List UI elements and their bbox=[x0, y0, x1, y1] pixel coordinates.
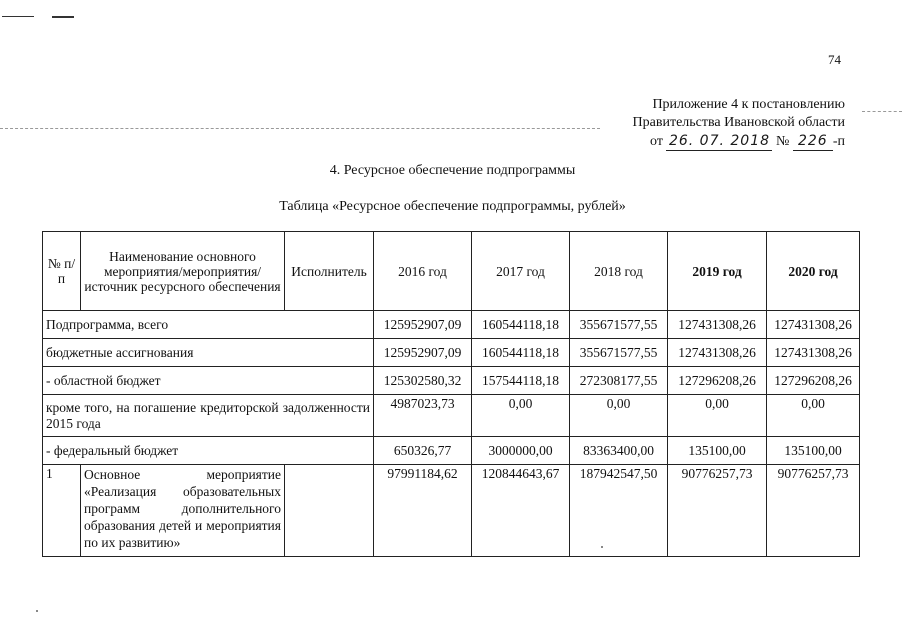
from-label: от bbox=[650, 134, 663, 149]
cell-2019: 127431308,26 bbox=[668, 311, 767, 339]
cell-2018: 0,00 bbox=[570, 395, 668, 437]
header-2020: 2020 год bbox=[767, 232, 860, 311]
cell-2018: 187942547,50 bbox=[570, 465, 668, 557]
row-label: Подпрограмма, всего bbox=[43, 311, 374, 339]
activity-row bbox=[43, 465, 860, 557]
header-name: Наименование основного мероприятия/мероприятия/ источник ресурсного обеспечения bbox=[81, 232, 285, 311]
header-executor: Исполнитель bbox=[285, 232, 374, 311]
cell-2020: 127296208,26 bbox=[767, 367, 860, 395]
cell-2019: 135100,00 bbox=[668, 437, 767, 465]
number-label: № bbox=[775, 134, 790, 149]
decree-number: 226 bbox=[793, 132, 833, 151]
cell-2018: 83363400,00 bbox=[570, 437, 668, 465]
cell-2017: 160544118,18 bbox=[472, 311, 570, 339]
resource-table bbox=[42, 231, 860, 557]
cell-2020: 0,00 bbox=[767, 395, 860, 437]
cell-2017: 0,00 bbox=[472, 395, 570, 437]
header-2017: 2017 год bbox=[472, 232, 570, 311]
cell-2017: 3000000,00 bbox=[472, 437, 570, 465]
appendix-line3 bbox=[633, 132, 845, 151]
scan-dash-line bbox=[862, 111, 902, 112]
table-row bbox=[43, 339, 860, 367]
row-label: кроме того, на погашение кредиторской задолженности 2015 года bbox=[43, 395, 374, 437]
cell-2020: 90776257,73 bbox=[767, 465, 860, 557]
activity-executor bbox=[285, 465, 374, 557]
table-row bbox=[43, 367, 860, 395]
cell-2018: 355671577,55 bbox=[570, 311, 668, 339]
cell-2017: 157544118,18 bbox=[472, 367, 570, 395]
appendix-block bbox=[633, 96, 845, 151]
cell-2019: 90776257,73 bbox=[668, 465, 767, 557]
cell-2020: 127431308,26 bbox=[767, 311, 860, 339]
cell-2019: 127296208,26 bbox=[668, 367, 767, 395]
cell-2016: 125952907,09 bbox=[374, 311, 472, 339]
header-2018: 2018 год bbox=[570, 232, 668, 311]
table-row bbox=[43, 311, 860, 339]
cell-2020: 135100,00 bbox=[767, 437, 860, 465]
header-row bbox=[43, 232, 860, 311]
table-title: Таблица «Ресурсное обеспечение подпрограммы, рублей» bbox=[279, 199, 626, 214]
activity-num: 1 bbox=[43, 465, 81, 557]
cell-2016: 125952907,09 bbox=[374, 339, 472, 367]
header-2019: 2019 год bbox=[668, 232, 767, 311]
section-title: 4. Ресурсное обеспечение подпрограммы bbox=[329, 163, 576, 178]
header-num: № п/п bbox=[43, 232, 81, 311]
decree-date: 26. 07. 2018 bbox=[666, 132, 772, 151]
row-label: бюджетные ассигнования bbox=[43, 339, 374, 367]
cell-2016: 97991184,62 bbox=[374, 465, 472, 557]
header-2016: 2016 год bbox=[374, 232, 472, 311]
cell-2018: 355671577,55 bbox=[570, 339, 668, 367]
table-row bbox=[43, 437, 860, 465]
cell-2019: 127431308,26 bbox=[668, 339, 767, 367]
cell-2016: 4987023,73 bbox=[374, 395, 472, 437]
number-suffix: -п bbox=[832, 134, 845, 149]
cell-2019: 0,00 bbox=[668, 395, 767, 437]
scan-mark bbox=[52, 16, 74, 18]
cell-2016: 650326,77 bbox=[374, 437, 472, 465]
table-row bbox=[43, 395, 860, 437]
page-number: 74 bbox=[828, 52, 841, 67]
activity-name: Основное мероприятие «Реализация образовательных программ дополнительного образования детей и мероприятия по их развитию» bbox=[81, 465, 285, 557]
row-label: - федеральный бюджет bbox=[43, 437, 374, 465]
cell-2017: 160544118,18 bbox=[472, 339, 570, 367]
scan-mark bbox=[2, 16, 34, 17]
cell-2020: 127431308,26 bbox=[767, 339, 860, 367]
cell-2018: 272308177,55 bbox=[570, 367, 668, 395]
appendix-line1: Приложение 4 к постановлению bbox=[652, 97, 845, 112]
scan-dash-line bbox=[0, 128, 600, 129]
cell-2017: 120844643,67 bbox=[472, 465, 570, 557]
scan-speck bbox=[36, 610, 38, 612]
appendix-line2: Правительства Ивановской области bbox=[632, 115, 845, 130]
row-label: - областной бюджет bbox=[43, 367, 374, 395]
cell-2016: 125302580,32 bbox=[374, 367, 472, 395]
